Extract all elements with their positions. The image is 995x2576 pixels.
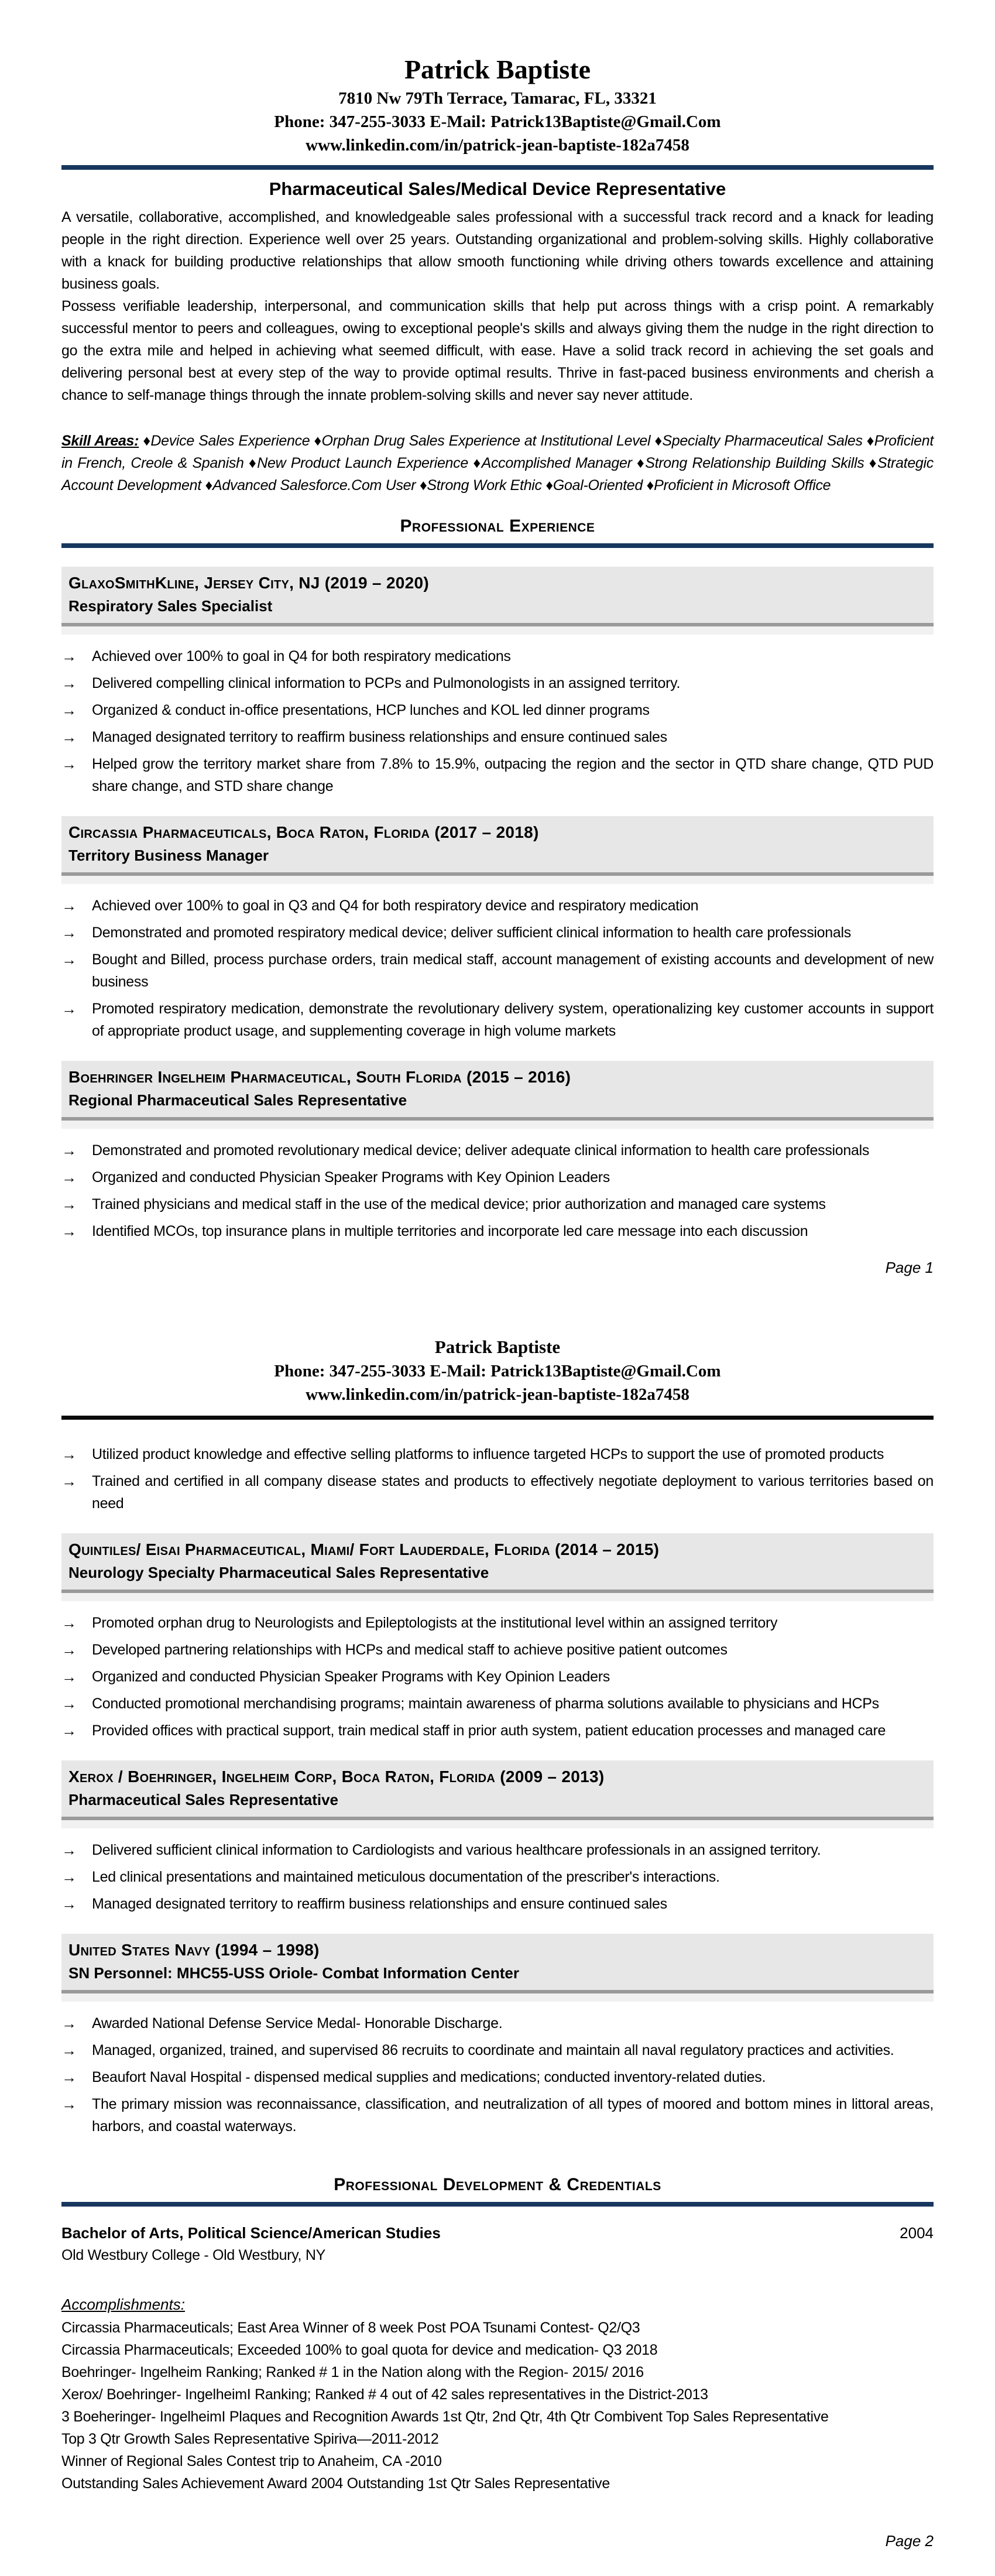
job-title: Respiratory Sales Specialist xyxy=(68,597,273,615)
job-header-shadow xyxy=(61,1121,934,1129)
bullet-item: → Delivered sufficient clinical information to Cardiologists and various healthcare professionals in an assigned territory. xyxy=(61,1839,934,1861)
arrow-icon: → xyxy=(61,701,77,719)
arrow-icon: → xyxy=(61,950,77,968)
arrow-icon: → xyxy=(61,674,77,692)
page-1-footer: Page 1 xyxy=(885,1258,934,1276)
accomplishment-item: Circassia Pharmaceuticals; East Area Winner of 8 week Post POA Tsunami Contest- Q2/Q3 xyxy=(61,2319,640,2336)
job-bullets xyxy=(61,2012,934,2137)
job-bullets xyxy=(61,1612,934,1742)
arrow-icon: → xyxy=(61,1694,77,1712)
linkedin-line: www.linkedin.com/in/patrick-jean-baptiste-182a7458 xyxy=(306,135,689,155)
education-year: 2004 xyxy=(900,2224,934,2242)
bullet-item: → Trained and certified in all company disease states and products to effectively negotiate deployment to various territories based on need xyxy=(61,1470,934,1515)
job-title: Pharmaceutical Sales Representative xyxy=(68,1790,339,1808)
bullet-item: → Conducted promotional merchandising programs; maintain awareness of pharma solutions available to physicians and HCPs xyxy=(61,1693,934,1715)
bullet-item: → The primary mission was reconnaissance, classification, and neutralization of all types of moored and bottom mines in littoral areas, harbors, and coastal waterways. xyxy=(61,2093,934,2137)
job-header-shadow xyxy=(61,626,934,635)
bullet-item: → Delivered compelling clinical information to PCPs and Pulmonologists in an assigned territory. xyxy=(61,672,934,694)
job-xerox-boehringer xyxy=(61,1760,934,1915)
page-2-footer: Page 2 xyxy=(885,2532,934,2550)
page2-header-divider xyxy=(61,1416,934,1420)
bullet-item: → Achieved over 100% to goal in Q4 for both respiratory medications xyxy=(61,645,934,667)
job-circassia xyxy=(61,816,934,1042)
job-bullets xyxy=(61,1139,934,1242)
bullet-item: → Utilized product knowledge and effective selling platforms to influence targeted HCPs to support the use of promoted products xyxy=(61,1443,934,1465)
bullet-item: → Developed partnering relationships with HCPs and medical staff to achieve positive patient outcomes xyxy=(61,1639,934,1661)
bullet-item: → Bought and Billed, process purchase orders, train medical staff, account management of existing accounts and development of new business xyxy=(61,948,934,993)
candidate-name: Patrick Baptiste xyxy=(404,54,591,84)
linkedin-line-page2: www.linkedin.com/in/patrick-jean-baptiste-182a7458 xyxy=(306,1385,689,1404)
candidate-name-page2: Patrick Baptiste xyxy=(434,1336,561,1357)
arrow-icon: → xyxy=(61,1195,77,1213)
arrow-icon: → xyxy=(61,1667,77,1686)
arrow-icon: → xyxy=(61,1472,77,1490)
page-2 xyxy=(61,1335,934,2552)
job-company: United States Navy (1994 – 1998) xyxy=(68,1940,320,1959)
job-quintiles-eisai xyxy=(61,1533,934,1742)
bullet-item: → Helped grow the territory market share from 7.8% to 15.9%, outpacing the region and the sector in QTD share change, QTD PUD share change, and STD share change xyxy=(61,753,934,797)
job-header-shadow xyxy=(61,1593,934,1601)
accomplishment-item: Top 3 Qtr Growth Sales Representative Spiriva—2011-2012 xyxy=(61,2430,439,2447)
address-line: 7810 Nw 79Th Terrace, Tamarac, FL, 33321 xyxy=(338,88,657,108)
summary-section xyxy=(61,206,934,406)
bullet-item: → Demonstrated and promoted revolutionary medical device; deliver adequate clinical information to health care professionals xyxy=(61,1139,934,1162)
job-company: GlaxoSmithKline, Jersey City, NJ (2019 – 2020) xyxy=(68,573,430,592)
section-divider xyxy=(61,2202,934,2207)
arrow-icon: → xyxy=(61,728,77,746)
header-divider xyxy=(61,165,934,170)
job-title: Regional Pharmaceutical Sales Representative xyxy=(68,1091,407,1109)
page-1 xyxy=(61,0,934,1279)
arrow-icon: → xyxy=(61,2014,77,2032)
phone-email-line: Phone: 347-255-3033 E-Mail: Patrick13Baptiste@Gmail.Com xyxy=(274,112,721,131)
job-boehringer xyxy=(61,1061,934,1242)
arrow-icon: → xyxy=(61,755,77,773)
document-title: Pharmaceutical Sales/Medical Device Representative xyxy=(269,178,726,199)
arrow-icon: → xyxy=(61,999,77,1018)
job-bullets xyxy=(61,895,934,1042)
bullet-item: → Beaufort Naval Hospital - dispensed medical supplies and medications; conducted inventory-related duties. xyxy=(61,2066,934,2088)
skill-areas-content: ♦Device Sales Experience ♦Orphan Drug Sales Experience at Institutional Level ♦Specialty Pharmaceutical Sales ♦Proficient in French, Creole & Spanish ♦New Product Launch Experience ♦Accomplished Manager ♦Strong Relationship Building Skills ♦Strategic Account Development ♦Advanced Salesforce.Com User ♦Strong Work Ethic ♦Goal-Oriented ♦Proficient in Microsoft Office xyxy=(61,432,934,494)
accomplishment-item: Circassia Pharmaceuticals; Exceeded 100% to goal quota for device and medication- Q3 2018 xyxy=(61,2341,658,2358)
phone-email-line-page2: Phone: 347-255-3033 E-Mail: Patrick13Baptiste@Gmail.Com xyxy=(274,1361,721,1381)
section-heading-development: Professional Development & Credentials xyxy=(334,2174,661,2194)
arrow-icon: → xyxy=(61,647,77,665)
accomplishments-label: Accomplishments: xyxy=(61,2295,185,2313)
summary-paragraph-1: A versatile, collaborative, accomplished, and knowledgeable sales professional with a successful track record and a knack for leading people in the right direction. Experience well over 25 years. Outstanding organizational and problem-solving skills. Highly collaborative with a knack for building productive relationships that allow smooth functioning while driving others towards excellence and attaining business goals. xyxy=(61,208,934,292)
arrow-icon: → xyxy=(61,1222,77,1240)
bullet-item: → Led clinical presentations and maintained meticulous documentation of the prescriber's interactions. xyxy=(61,1866,934,1888)
bullet-item: → Managed designated territory to reaffirm business relationships and ensure continued sales xyxy=(61,1893,934,1915)
arrow-icon: → xyxy=(61,2068,77,2086)
job-bullets xyxy=(61,645,934,797)
arrow-icon: → xyxy=(61,1868,77,1886)
accomplishment-item: Xerox/ Boehringer- IngelheimI Ranking; Ranked # 4 out of 42 sales representatives in the District-2013 xyxy=(61,2386,708,2403)
arrow-icon: → xyxy=(61,896,77,914)
bullet-item: → Promoted respiratory medication, demonstrate the revolutionary delivery system, operationalizing key customer accounts in support of appropriate product usage, and supplementing coverage in high volume markets xyxy=(61,998,934,1042)
job-header xyxy=(61,1760,934,1820)
job-title: Neurology Specialty Pharmaceutical Sales Representative xyxy=(68,1563,489,1581)
arrow-icon: → xyxy=(61,1640,77,1659)
education-school: Old Westbury College - Old Westbury, NY xyxy=(61,2246,325,2263)
education-row xyxy=(61,2222,934,2244)
accomplishment-item: Boehringer- Ingelheim Ranking; Ranked # 1 in the Nation along with the Region- 2015/ 2016 xyxy=(61,2363,644,2380)
bullet-item: → Trained physicians and medical staff in the use of the medical device; prior authorization and managed care systems xyxy=(61,1193,934,1215)
bullet-item: → Identified MCOs, top insurance plans in multiple territories and incorporate led care message into each discussion xyxy=(61,1220,934,1242)
bullet-item: → Managed designated territory to reaffirm business relationships and ensure continued sales xyxy=(61,726,934,748)
section-divider xyxy=(61,543,934,548)
arrow-icon: → xyxy=(61,1614,77,1632)
bullet-item: → Provided offices with practical support, train medical staff in prior auth system, patient education processes and managed care xyxy=(61,1719,934,1742)
accomplishments-list xyxy=(61,2317,934,2495)
job-company: Boehringer Ingelheim Pharmaceutical, South Florida (2015 – 2016) xyxy=(68,1067,571,1086)
skill-areas xyxy=(61,430,934,496)
arrow-icon: → xyxy=(61,1445,77,1463)
job-company: Quintiles/ Eisai Pharmaceutical, Miami/ Fort Lauderdale, Florida (2014 – 2015) xyxy=(68,1540,660,1558)
arrow-icon: → xyxy=(61,2041,77,2059)
arrow-icon: → xyxy=(61,2095,77,2113)
accomplishment-item: Outstanding Sales Achievement Award 2004 Outstanding 1st Qtr Sales Representative xyxy=(61,2475,610,2492)
bullet-item: → Organized and conducted Physician Speaker Programs with Key Opinion Leaders xyxy=(61,1666,934,1688)
job-header xyxy=(61,1533,934,1593)
arrow-icon: → xyxy=(61,923,77,941)
bullet-item: → Organized & conduct in-office presentations, HCP lunches and KOL led dinner programs xyxy=(61,699,934,721)
arrow-icon: → xyxy=(61,1141,77,1159)
accomplishment-item: 3 Boeheringer- IngelheimI Plaques and Recognition Awards 1st Qtr, 2nd Qtr, 4th Qtr Combivent Top Sales Representative xyxy=(61,2408,829,2425)
skill-areas-label: Skill Areas: xyxy=(61,432,139,449)
job-header xyxy=(61,1061,934,1121)
job-header xyxy=(61,816,934,876)
arrow-icon: → xyxy=(61,1895,77,1913)
section-heading-experience: Professional Experience xyxy=(400,516,595,536)
job-company: Xerox / Boehringer, Ingelheim Corp, Boca Raton, Florida (2009 – 2013) xyxy=(68,1767,605,1786)
job-title: Territory Business Manager xyxy=(68,846,269,864)
job-header-shadow xyxy=(61,876,934,884)
bullet-item: → Managed, organized, trained, and supervised 86 recruits to coordinate and maintain all naval regulatory practices and activities. xyxy=(61,2039,934,2061)
job-company: Circassia Pharmaceuticals, Boca Raton, Florida (2017 – 2018) xyxy=(68,823,539,841)
bullet-item: → Awarded National Defense Service Medal- Honorable Discharge. xyxy=(61,2012,934,2034)
job-header-shadow xyxy=(61,1820,934,1828)
arrow-icon: → xyxy=(61,1841,77,1859)
accomplishment-item: Winner of Regional Sales Contest trip to Anaheim, CA -2010 xyxy=(61,2452,442,2469)
job-header-shadow xyxy=(61,1993,934,2002)
job-us-navy xyxy=(61,1934,934,2137)
bullet-item: → Organized and conducted Physician Speaker Programs with Key Opinion Leaders xyxy=(61,1166,934,1188)
summary-paragraph-2: Possess verifiable leadership, interpersonal, and communication skills that help put across things with a crisp point. A remarkably successful mentor to peers and colleagues, owing to exceptional people's skills and always giving them the nudge in the right direction to go the extra mile and helped in achieving what seemed difficult, with ease. Have a solid track record in achieving the set goals and delivering personal best at every step of the way to provide optimal results. Thrive in fast-paced business environments and cherish a chance to self-manage things through the innate problem-solving skills and never say never attitude. xyxy=(61,297,934,403)
job-header xyxy=(61,567,934,626)
bullet-item: → Promoted orphan drug to Neurologists and Epileptologists at the institutional level within an assigned territory xyxy=(61,1612,934,1634)
job-title: SN Personnel: MHC55-USS Oriole- Combat Information Center xyxy=(68,1964,519,1982)
arrow-icon: → xyxy=(61,1721,77,1739)
continuation-bullets xyxy=(61,1443,934,1515)
job-glaxosmithkline xyxy=(61,567,934,797)
bullet-item: → Demonstrated and promoted respiratory medical device; deliver sufficient clinical information to health care professionals xyxy=(61,922,934,944)
bullet-item: → Achieved over 100% to goal in Q3 and Q4 for both respiratory device and respiratory medication xyxy=(61,895,934,917)
job-header xyxy=(61,1934,934,1993)
arrow-icon: → xyxy=(61,1168,77,1186)
education-degree: Bachelor of Arts, Political Science/American Studies xyxy=(61,2224,441,2242)
job-bullets xyxy=(61,1839,934,1915)
